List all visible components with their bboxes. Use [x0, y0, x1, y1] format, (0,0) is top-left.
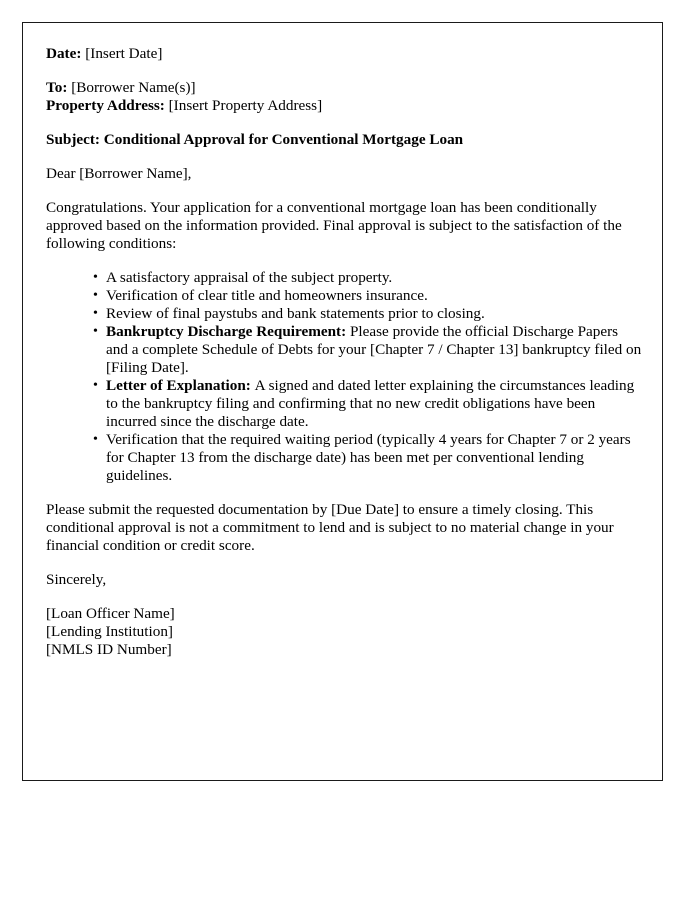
document-page-frame [22, 22, 663, 781]
to-line [46, 79, 643, 97]
conditions-list [46, 269, 643, 485]
list-item-text: Verification that the required waiting period (typically 4 years for Chapter 7 or 2 years for Chapter 13 from the discharge date) has been met per conventional lending guidelines. [106, 431, 631, 484]
subject-line: Subject: Conditional Approval for Conventional Mortgage Loan [46, 131, 464, 148]
sign-off: Sincerely, [46, 571, 107, 588]
date-block [46, 45, 643, 63]
loan-officer-name: [Loan Officer Name] [46, 605, 175, 622]
closing-paragraph: Please submit the requested documentation by [Due Date] to ensure a timely closing. This conditional approval is not a commitment to lend and is subject to no material change in your financial condition or credit score. [46, 501, 614, 554]
property-address-value: [Insert Property Address] [168, 97, 323, 114]
list-item-lead-in: Bankruptcy Discharge Requirement: [106, 323, 350, 340]
list-item [93, 305, 643, 323]
list-item-text: A signed and dated letter explaining the circumstances leading to the bankruptcy filing and confirming that no new credit obligations have been incurred since the discharge date. [106, 377, 635, 430]
list-item-text: A satisfactory appraisal of the subject property. [106, 269, 393, 286]
list-item [93, 431, 643, 485]
opening-paragraph: Congratulations. Your application for a conventional mortgage loan has been conditionally approved based on the information provided. Final approval is subject to the satisfaction of the following conditions: [46, 199, 622, 252]
letter-body [46, 45, 643, 659]
list-item [93, 269, 643, 287]
property-address-label: Property Address: [46, 97, 165, 114]
date-line [46, 45, 643, 63]
list-item [93, 287, 643, 305]
to-value: [Borrower Name(s)] [71, 79, 196, 96]
date-value: [Insert Date] [85, 45, 163, 62]
list-item-lead-in: Letter of Explanation: [106, 377, 255, 394]
property-address-line [46, 97, 643, 115]
nmls-id-number: [NMLS ID Number] [46, 641, 172, 658]
list-item [93, 377, 643, 431]
signature-block [46, 605, 643, 659]
recipient-block [46, 79, 643, 115]
lending-institution: [Lending Institution] [46, 623, 173, 640]
list-item [93, 323, 643, 377]
list-item-text: Verification of clear title and homeowners insurance. [106, 287, 428, 304]
date-label: Date: [46, 45, 82, 62]
greeting: Dear [Borrower Name], [46, 165, 192, 182]
list-item-text: Review of final paystubs and bank statements prior to closing. [106, 305, 485, 322]
list-item-text: Please provide the official Discharge Papers and a complete Schedule of Debts for your [Chapter 7 / Chapter 13] bankruptcy filed on [Filing Date]. [106, 323, 642, 376]
to-label: To: [46, 79, 68, 96]
